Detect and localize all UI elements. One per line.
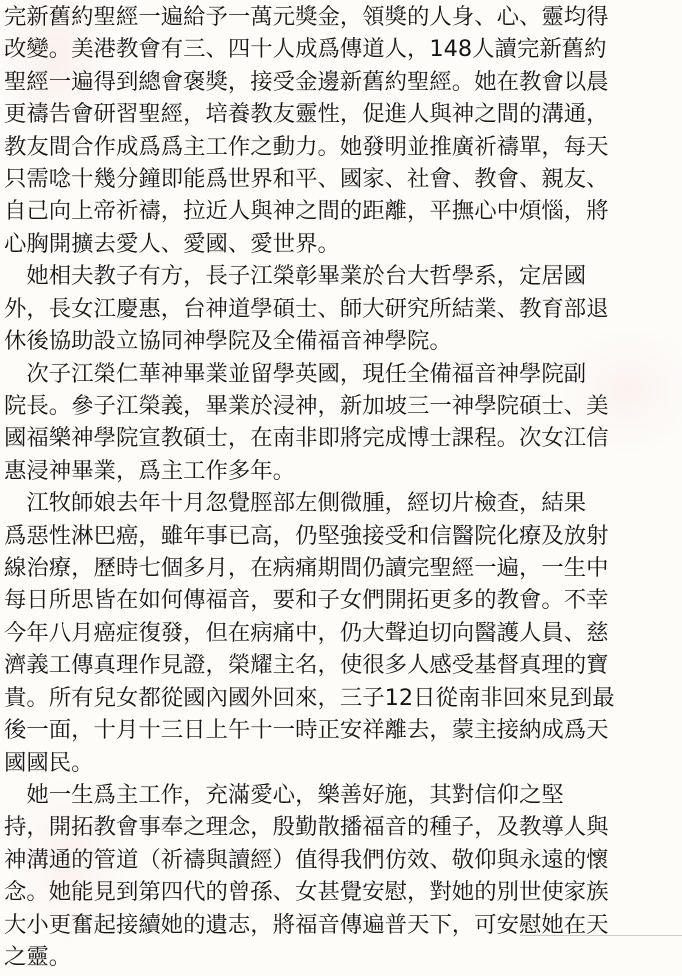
text-line: 只需唸十幾分鐘即能爲世界和平、國家、社會、教會、親友、 [4,166,609,193]
text-line: 國福樂神學院宣教碩士，在南非即將完成博士課程。次女江信 [4,425,609,452]
text-line: 外，長女江慶惠，台神道學碩士、師大研究所結業、教育部退 [4,295,609,322]
text-line: 惠浸神畢業，爲主工作多年。 [4,457,296,484]
text-line: 她相夫教子有方，長子江榮彰畢業於台大哲學系，定居國 [4,263,587,290]
text-line: 教友間合作成爲爲主工作之動力。她發明並推廣祈禱單，每天 [4,133,609,160]
text-line: 之靈。 [4,944,72,970]
text-line: 神溝通的管道（祈禱與讀經）值得我們仿效、敬仰與永遠的懷 [4,846,609,873]
text-line: 貴。所有兒女都從國內國外回來，三子12日從南非回來見到最 [4,684,615,711]
text-line: 濟義工傳真理作見證，榮耀主名，使很多人感受基督真理的寶 [4,652,609,679]
text-line: 完新舊約聖經一遍給予一萬元獎金，領獎的人身、心、靈均得 [4,4,609,30]
text-line: 更禱告會研習聖經，培養教友靈性，促進人與神之間的溝通， [4,101,609,128]
text-line: 今年八月癌症復發，但在病痛中，仍大聲迫切向醫護人員、慈 [4,619,609,646]
text-line: 她一生爲主工作，充滿愛心，樂善好施，其對信仰之堅 [4,781,564,808]
text-line: 大小更奮起接續她的遺志，將福音傳遍普天下，可安慰她在天 [4,911,609,938]
text-line: 江牧師娘去年十月忽覺脛部左側微腫，經切片檢查，結果 [4,490,587,517]
text-line: 院長。參子江榮義，畢業於浸神，新加坡三一神學院碩士、美 [4,392,609,419]
text-line: 次子江榮仁華神畢業並留學英國，現任全備福音神學院副 [4,360,587,387]
text-line: 國國民。 [4,749,94,776]
text-line: 自己向上帝祈禱，拉近人與神之間的距離，平撫心中煩惱，將 [4,198,609,225]
text-line: 線治療，歷時七個多月，在病痛期間仍讀完聖經一遍，一生中 [4,555,609,582]
paper-edge-line [520,935,682,936]
text-line: 持，開拓教會事奉之理念，殷勤散播福音的種子，及教導人與 [4,814,609,841]
text-line: 念。她能見到第四代的曾孫、女甚覺安慰，對她的別世使家族 [4,879,609,906]
text-line: 休後協助設立協同神學院及全備福音神學院。 [4,328,452,355]
text-line: 聖經一遍得到總會褒獎，接受金邊新舊約聖經。她在教會以晨 [4,68,609,95]
text-line: 改變。美港教會有三、四十人成爲傳道人，148人讀完新舊約 [4,36,607,63]
text-line: 爲惡性淋巴癌，雖年事已高，仍堅強接受和信醫院化療及放射 [4,522,609,549]
text-line: 後一面，十月十三日上午十一時正安祥離去，蒙主接納成爲天 [4,717,609,744]
text-line: 每日所思皆在如何傳福音，要和子女們開拓更多的教會。不幸 [4,587,609,614]
text-line: 心胸開擴去愛人、愛國、愛世界。 [4,230,340,257]
